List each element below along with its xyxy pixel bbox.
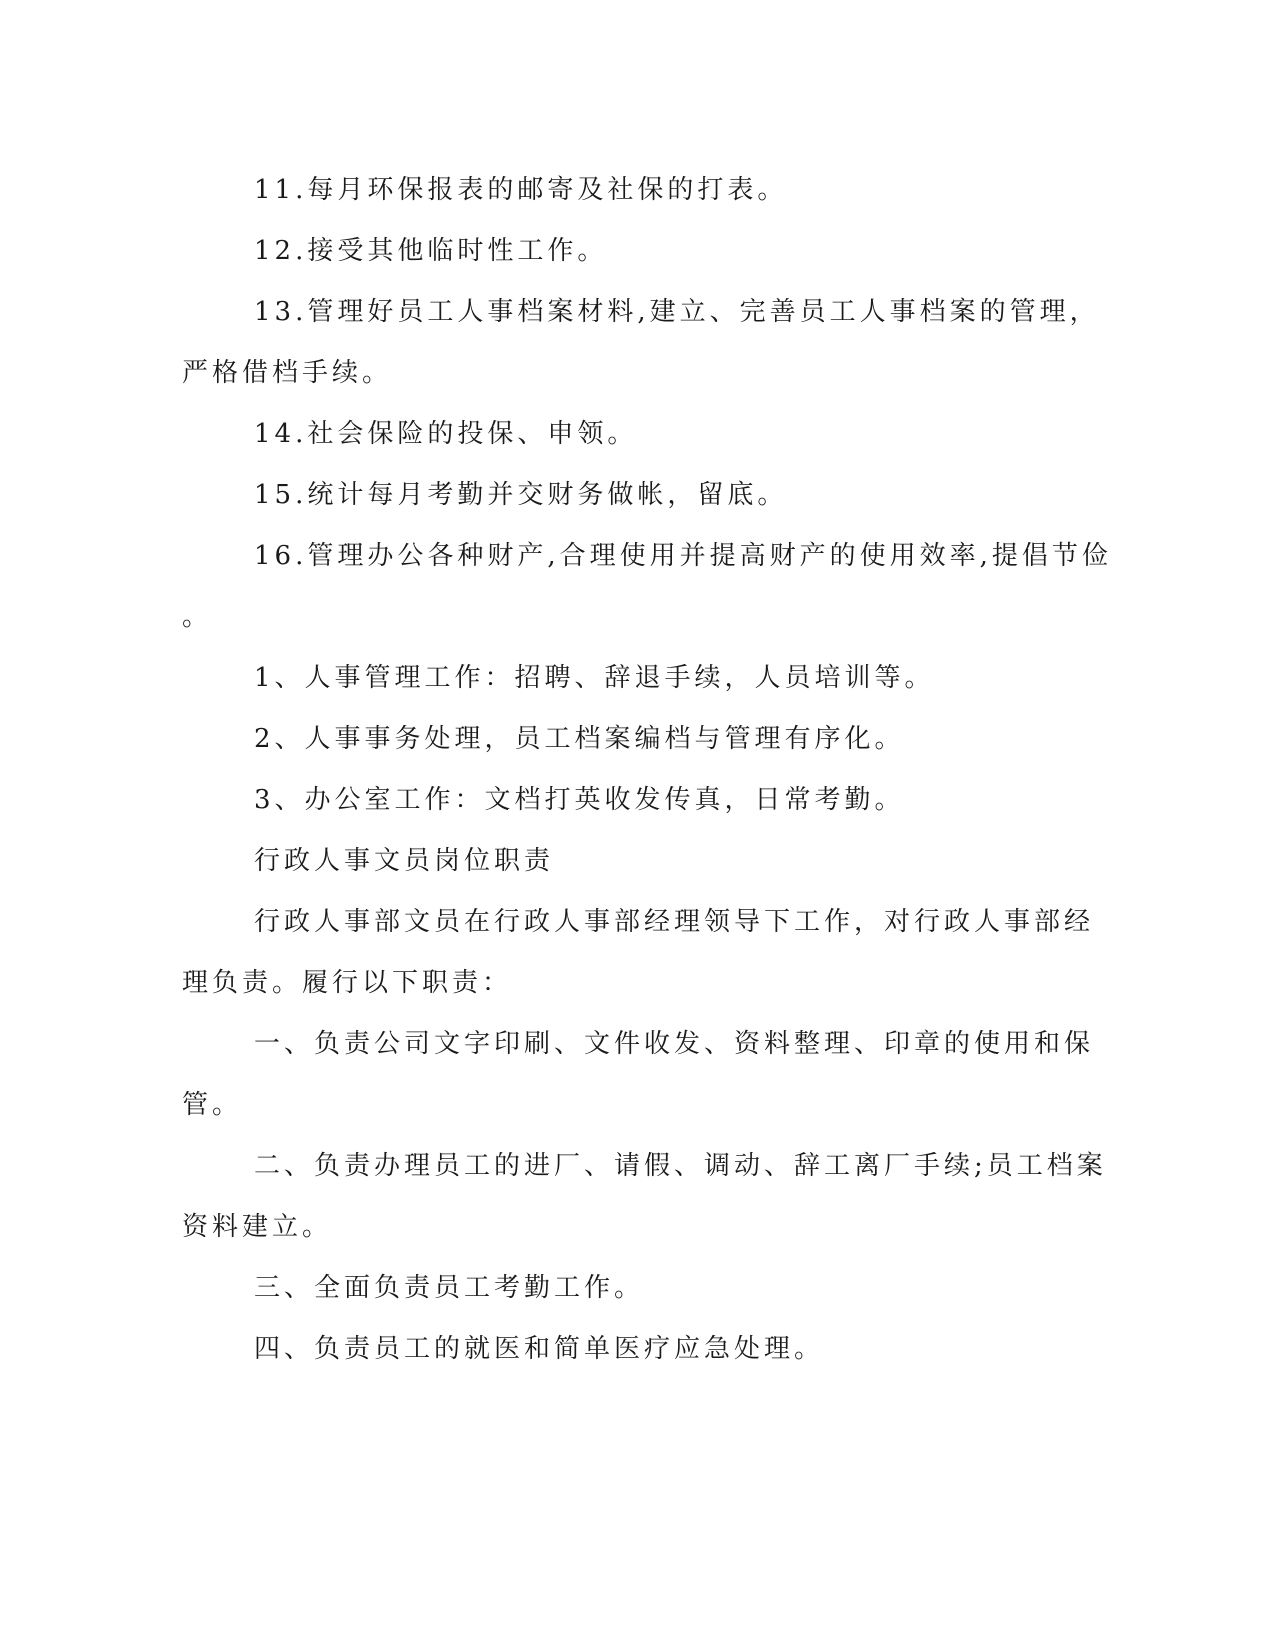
text-line: 三、全面负责员工考勤工作。 — [254, 1273, 645, 1303]
text-line: 四、负责员工的就医和简单医疗应急处理。 — [254, 1334, 825, 1364]
section-heading: 行政人事文员岗位职责 — [254, 846, 555, 876]
text-line: 理负责。履行以下职责： — [182, 968, 513, 998]
text-line: 严格借档手续。 — [182, 358, 393, 388]
text-line: 行政人事部文员在行政人事部经理领导下工作，对行政人事部经 — [254, 907, 1095, 937]
text-line: 3、办公室工作：文档打英收发传真，日常考勤。 — [254, 785, 905, 815]
text-line: 11.每月环保报表的邮寄及社保的打表。 — [254, 175, 788, 205]
text-line: 管。 — [182, 1090, 243, 1120]
text-line: 2、人事事务处理，员工档案编档与管理有序化。 — [254, 724, 905, 754]
text-line: 13.管理好员工人事档案材料,建立、完善员工人事档案的管理， — [254, 297, 1100, 327]
text-line: 一、负责公司文字印刷、文件收发、资料整理、印章的使用和保 — [254, 1029, 1095, 1059]
text-line: 16.管理办公各种财产,合理使用并提高财产的使用效率,提倡节俭 — [254, 541, 1112, 571]
document-body — [182, 160, 1112, 1380]
text-line: 。 — [182, 602, 213, 632]
text-line: 14.社会保险的投保、申领。 — [254, 419, 638, 449]
text-line: 15.统计每月考勤并交财务做帐，留底。 — [254, 480, 788, 510]
text-line: 资料建立。 — [182, 1212, 333, 1242]
text-line: 二、负责办理员工的进厂、请假、调动、辞工离厂手续;员工档案 — [254, 1151, 1107, 1181]
text-line: 12.接受其他临时性工作。 — [254, 236, 608, 266]
text-line: 1、人事管理工作：招聘、辞退手续，人员培训等。 — [254, 663, 935, 693]
